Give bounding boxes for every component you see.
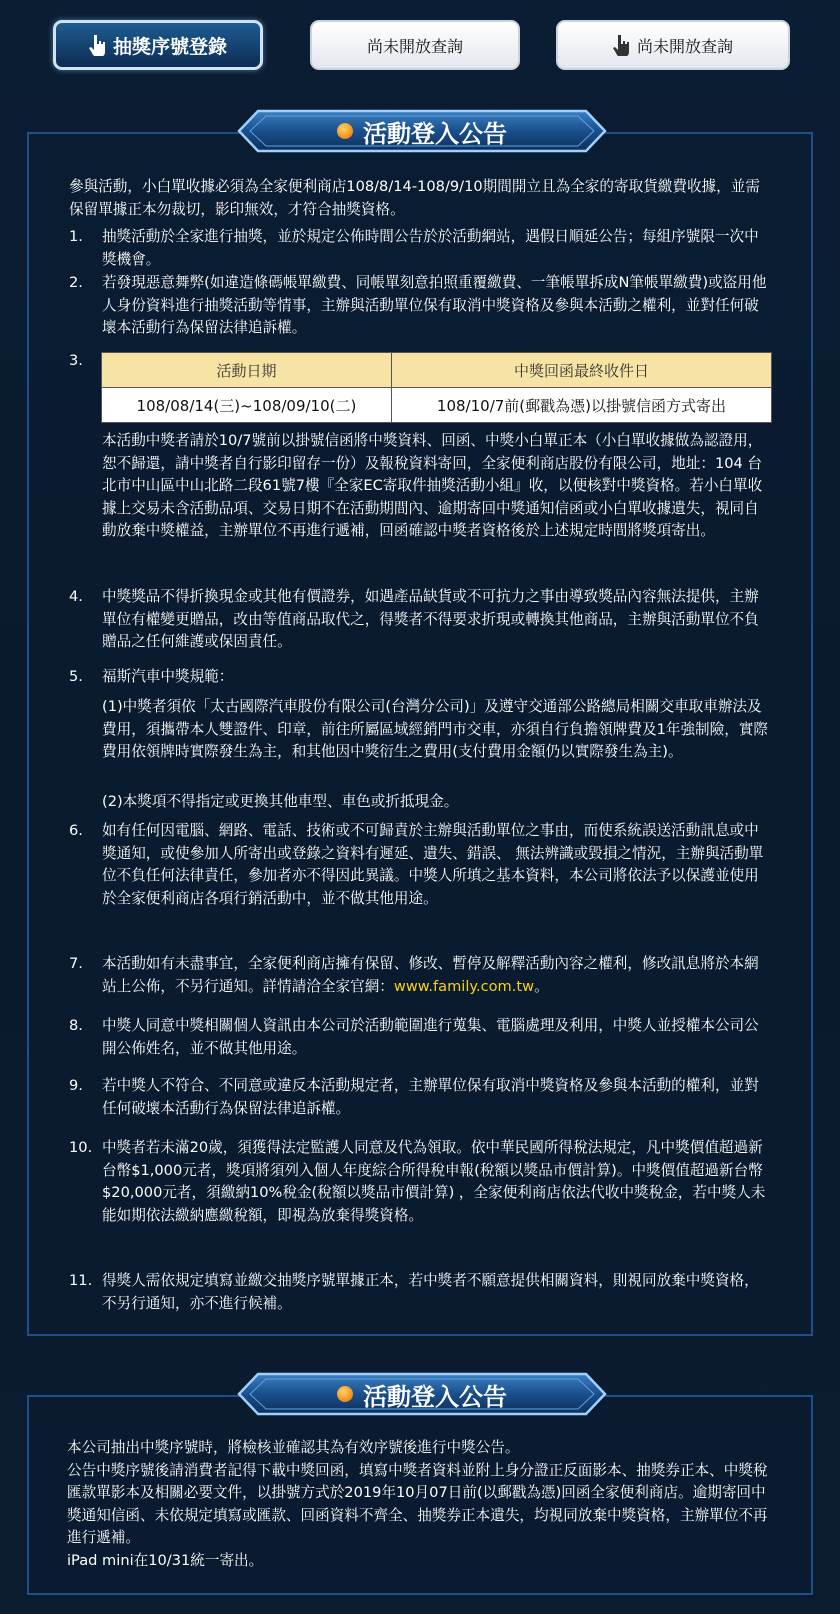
table-header-deadline: 中獎回函最終收件日 [391, 353, 771, 388]
section-title-2: 活動登入公告 [363, 1382, 507, 1411]
pointing-hand-icon [613, 34, 631, 56]
orange-dot-icon [337, 123, 353, 139]
table-cell-activity-date: 108/08/14(三)~108/09/10(二) [102, 388, 392, 423]
intro-paragraph: 參與活動，小白單收據必須為全家便利商店108/8/14-108/9/10期間開立且為全家的寄取貨繳費收據，並需保留單據正本勿裁切，影印無效，才符合抽獎資格。 [69, 178, 760, 218]
orange-dot-icon [337, 1386, 353, 1402]
section-title-1: 活動登入公告 [363, 119, 507, 148]
serial-registration-label: 抽獎序號登錄 [112, 35, 227, 58]
announcement-line: 公告中獎序號後請消費者記得下載中獎回函，填寫中獎者資料並附上身分證正反面影本、抽獎券正本、中獎稅匯款單影本及相關必要文件，以掛號方式於2019年10月07日前(以郵戳為憑)回函全家便利商店。逾期寄回中獎通知信函、未依規定填寫或匯款、回函資料不齊全、抽獎券正本遺失，均視同放棄中獎資格，主辦單位不再進行遞補。 [67, 1461, 768, 1546]
winner-announcement-text [67, 1437, 773, 1572]
query-tab-1-label: 尚未開放查詢 [366, 36, 463, 56]
table-cell-deadline: 108/10/7前(郵戳為憑)以掛號信函方式寄出 [391, 388, 771, 423]
table-header-activity-date: 活動日期 [102, 353, 392, 388]
date-table [101, 352, 772, 423]
query-tab-disabled-1[interactable] [310, 20, 520, 70]
section-title-ribbon-1 [236, 108, 608, 154]
serial-registration-tab[interactable] [53, 20, 263, 70]
section-title-ribbon-2 [236, 1371, 608, 1417]
pointing-hand-icon [89, 34, 107, 56]
family-website-link[interactable]: www.family.com.tw [393, 977, 535, 995]
announcement-line: iPad mini在10/31統一寄出。 [67, 1551, 264, 1569]
query-tab-2-label: 尚未開放查詢 [636, 36, 733, 56]
query-tab-disabled-2[interactable] [556, 20, 790, 70]
announcement-line: 本公司抽出中獎序號時，將檢核並確認其為有效序號後進行中獎公告。 [67, 1439, 520, 1456]
